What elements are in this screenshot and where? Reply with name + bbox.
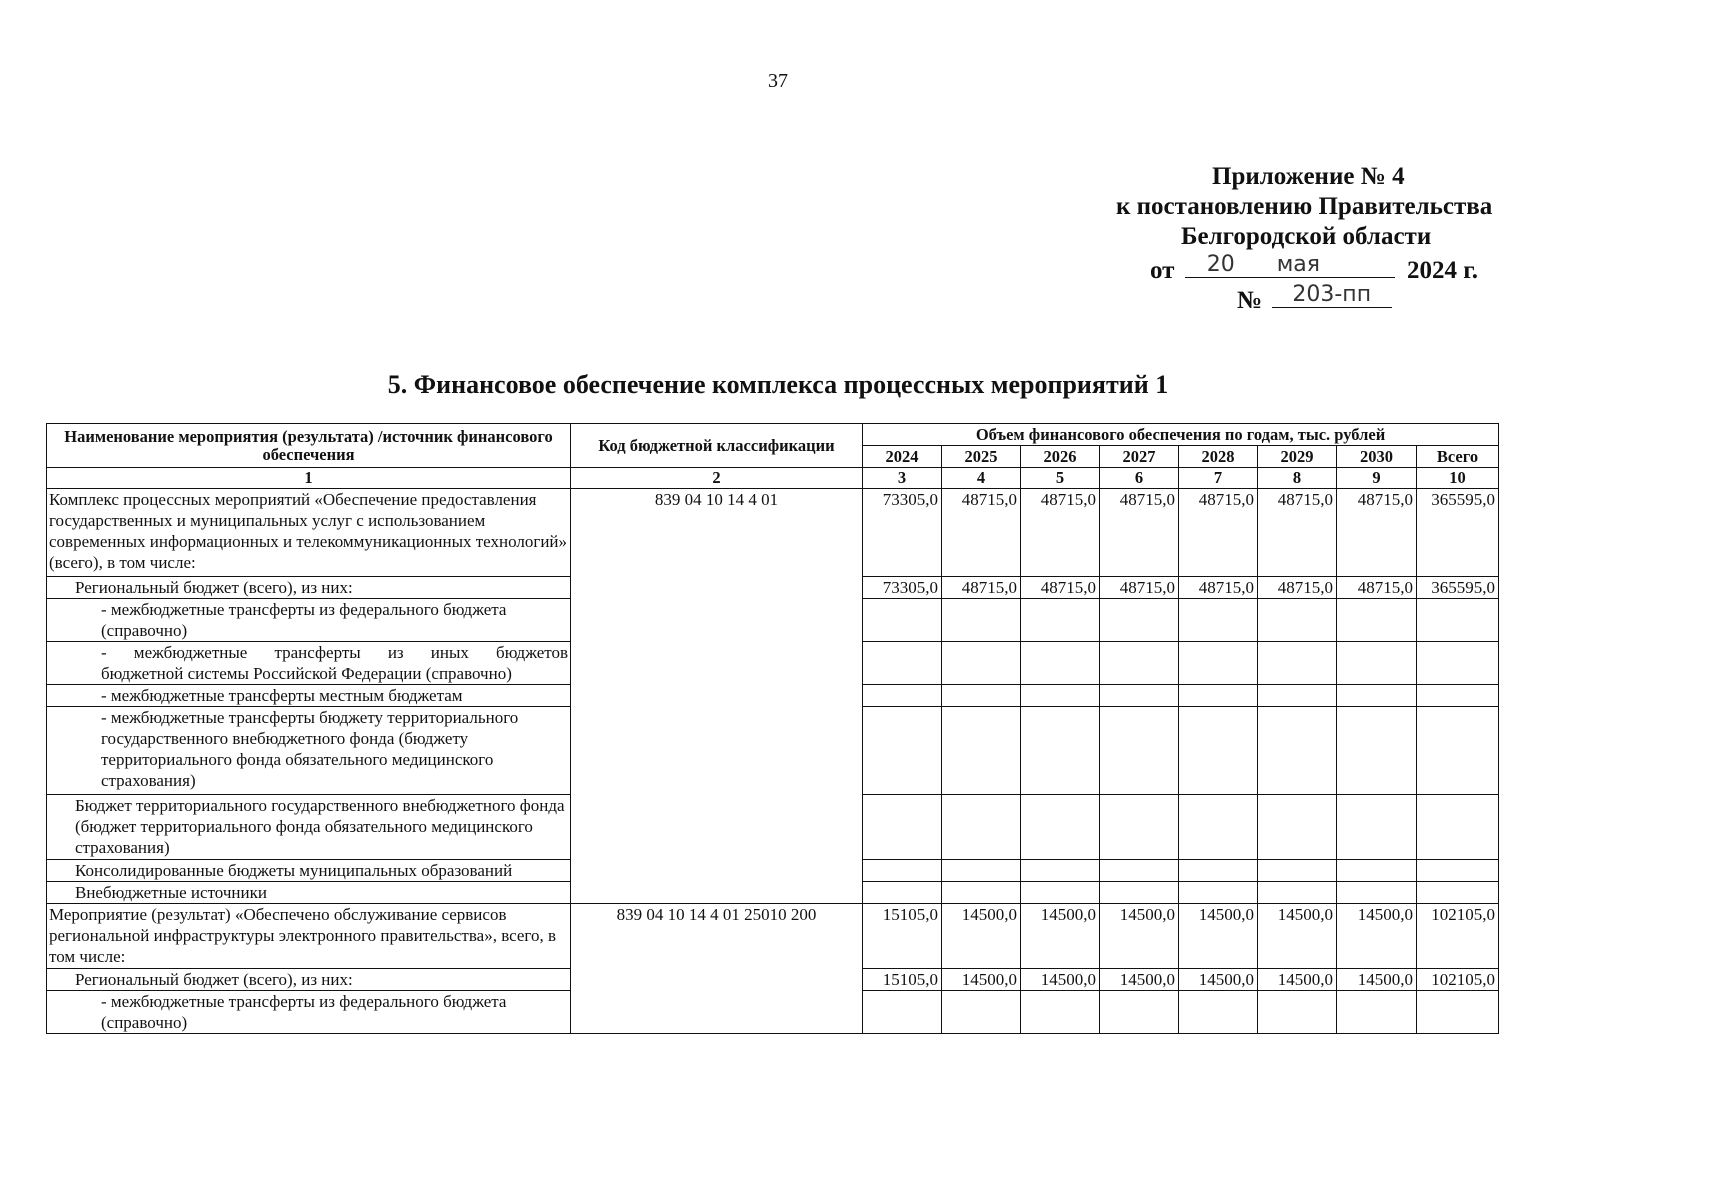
value-cell [1100, 685, 1179, 707]
appendix-line3: Белгородской области [1181, 223, 1432, 250]
value-cell [1258, 860, 1337, 882]
row-name: Комплекс процессных мероприятий «Обеспечение предоставления государственных и муниципальных услуг с использованием современных информационных и телекоммуникационных технологий» (всего), в том числе: [47, 489, 571, 577]
value-cell [1179, 882, 1258, 904]
value-cell [1021, 991, 1100, 1034]
value-cell: 14500,0 [1337, 904, 1417, 969]
value-cell: 48715,0 [1258, 577, 1337, 599]
value-cell [1100, 882, 1179, 904]
row-name: - межбюджетные трансферты бюджету территориального государственного внебюджетного фонда (бюджету территориального фонда обязательного медицинского страхования) [47, 707, 571, 795]
value-cell: 15105,0 [863, 969, 942, 991]
header-year-2025: 2025 [942, 446, 1021, 468]
value-cell [1100, 991, 1179, 1034]
value-cell [1337, 707, 1417, 795]
row-name: - межбюджетные трансферты из федерального бюджета (справочно) [47, 991, 571, 1034]
value-cell [942, 860, 1021, 882]
value-cell [863, 860, 942, 882]
header-name: Наименование мероприятия (результата) /источник финансового обеспечения [47, 424, 571, 468]
value-cell [942, 707, 1021, 795]
value-cell: 15105,0 [863, 904, 942, 969]
value-cell [1337, 991, 1417, 1034]
value-cell: 14500,0 [1258, 904, 1337, 969]
col-number-1: 1 [47, 468, 571, 489]
value-cell: 48715,0 [1021, 489, 1100, 577]
value-cell: 48715,0 [942, 489, 1021, 577]
value-cell: 48715,0 [1100, 577, 1179, 599]
value-cell [1258, 991, 1337, 1034]
total-cell: 102105,0 [1417, 904, 1499, 969]
value-cell [863, 599, 942, 642]
value-cell [863, 882, 942, 904]
value-cell [1179, 795, 1258, 860]
col-number-5: 5 [1021, 468, 1100, 489]
value-cell [1337, 860, 1417, 882]
total-cell [1417, 685, 1499, 707]
date-day: 20 [1206, 252, 1235, 277]
total-cell [1417, 599, 1499, 642]
table-row [47, 904, 1499, 969]
value-cell [942, 991, 1021, 1034]
col-number-9: 9 [1337, 468, 1417, 489]
row-name: Бюджет территориального государственного внебюджетного фонда (бюджет территориального фонда обязательного медицинского страхования) [47, 795, 571, 860]
col-number-3: 3 [863, 468, 942, 489]
date-underline [1185, 253, 1395, 278]
row-name-line2: бюджетной системы Российской Федерации (справочно) [101, 664, 512, 683]
value-cell [1021, 795, 1100, 860]
value-cell [1021, 642, 1100, 685]
value-cell [1179, 685, 1258, 707]
value-cell [1337, 795, 1417, 860]
total-cell [1417, 642, 1499, 685]
budget-code: 839 04 10 14 4 01 25010 200 [571, 904, 863, 1034]
date-month: мая [1276, 252, 1321, 277]
value-cell [1337, 642, 1417, 685]
value-cell: 14500,0 [942, 904, 1021, 969]
row-name: Консолидированные бюджеты муниципальных образований [47, 860, 571, 882]
value-cell: 48715,0 [1179, 489, 1258, 577]
value-cell: 48715,0 [1337, 577, 1417, 599]
value-cell [863, 685, 942, 707]
value-cell: 48715,0 [1337, 489, 1417, 577]
row-name: Региональный бюджет (всего), из них: [47, 969, 571, 991]
value-cell: 48715,0 [1100, 489, 1179, 577]
appendix-title: Приложение № 4 [1212, 163, 1405, 190]
col-number-7: 7 [1179, 468, 1258, 489]
total-cell: 365595,0 [1417, 577, 1499, 599]
section-title: 5. Финансовое обеспечение комплекса процессных мероприятий 1 [387, 370, 1169, 399]
value-cell: 73305,0 [863, 489, 942, 577]
value-cell: 14500,0 [1179, 969, 1258, 991]
header-year-2029: 2029 [1258, 446, 1337, 468]
page-number: 37 [768, 70, 788, 92]
appendix-number [1237, 283, 1392, 315]
value-cell [1258, 882, 1337, 904]
header-year-2030: 2030 [1337, 446, 1417, 468]
value-cell [1021, 599, 1100, 642]
value-cell: 14500,0 [1021, 904, 1100, 969]
total-cell: 102105,0 [1417, 969, 1499, 991]
value-cell [942, 795, 1021, 860]
total-cell [1417, 860, 1499, 882]
value-cell [1337, 882, 1417, 904]
date-year: 2024 г. [1406, 257, 1478, 284]
number-prefix: № [1237, 287, 1263, 314]
value-cell [942, 642, 1021, 685]
value-cell [1021, 882, 1100, 904]
value-cell: 14500,0 [1179, 904, 1258, 969]
financing-table [46, 423, 1499, 1034]
value-cell [1179, 599, 1258, 642]
value-cell [1258, 685, 1337, 707]
value-cell [1258, 599, 1337, 642]
value-cell [1179, 860, 1258, 882]
col-number-4: 4 [942, 468, 1021, 489]
number-underline [1272, 283, 1392, 308]
value-cell [1337, 685, 1417, 707]
table-row [47, 489, 1499, 577]
total-cell [1417, 707, 1499, 795]
value-cell [1100, 795, 1179, 860]
value-cell: 14500,0 [1337, 969, 1417, 991]
col-number-10: 10 [1417, 468, 1499, 489]
value-cell: 48715,0 [942, 577, 1021, 599]
col-number-2: 2 [571, 468, 863, 489]
appendix-line2: к постановлению Правительства [1116, 193, 1493, 220]
row-name: Внебюджетные источники [47, 882, 571, 904]
row-name: Региональный бюджет (всего), из них: [47, 577, 571, 599]
value-cell [942, 599, 1021, 642]
value-cell [1100, 707, 1179, 795]
value-cell: 14500,0 [1100, 969, 1179, 991]
header-code: Код бюджетной классификации [571, 424, 863, 468]
value-cell: 14500,0 [942, 969, 1021, 991]
total-cell [1417, 882, 1499, 904]
row-name-line1: - межбюджетные трансферты из иных бюджетов [101, 643, 568, 662]
col-number-6: 6 [1100, 468, 1179, 489]
header-volume: Объем финансового обеспечения по годам, тыс. рублей [863, 424, 1499, 446]
total-cell: 365595,0 [1417, 489, 1499, 577]
row-name: - межбюджетные трансферты местным бюджетам [47, 685, 571, 707]
value-cell [863, 707, 942, 795]
value-cell [1021, 685, 1100, 707]
header-year-2027: 2027 [1100, 446, 1179, 468]
budget-code: 839 04 10 14 4 01 [571, 489, 863, 904]
header-year-2026: 2026 [1021, 446, 1100, 468]
value-cell: 14500,0 [1100, 904, 1179, 969]
col-number-8: 8 [1258, 468, 1337, 489]
header-year-2024: 2024 [863, 446, 942, 468]
date-prefix: от [1150, 257, 1175, 284]
value-cell [1100, 599, 1179, 642]
value-cell [1021, 707, 1100, 795]
value-cell: 48715,0 [1179, 577, 1258, 599]
value-cell [1179, 991, 1258, 1034]
value-cell [1021, 860, 1100, 882]
header-total: Всего [1417, 446, 1499, 468]
value-cell [1179, 707, 1258, 795]
value-cell [863, 795, 942, 860]
row-name: Мероприятие (результат) «Обеспечено обслуживание сервисов региональной инфраструктуры электронного правительства», всего, в том числе: [47, 904, 571, 969]
value-cell [1100, 860, 1179, 882]
total-cell [1417, 795, 1499, 860]
value-cell [1179, 642, 1258, 685]
value-cell: 73305,0 [863, 577, 942, 599]
value-cell [1100, 642, 1179, 685]
value-cell [1258, 795, 1337, 860]
value-cell [1258, 642, 1337, 685]
value-cell: 48715,0 [1021, 577, 1100, 599]
value-cell: 14500,0 [1021, 969, 1100, 991]
value-cell [863, 991, 942, 1034]
row-name: - межбюджетные трансферты из федерального бюджета (справочно) [47, 599, 571, 642]
value-cell [863, 642, 942, 685]
number-value: 203-пп [1292, 282, 1372, 307]
total-cell [1417, 991, 1499, 1034]
value-cell: 48715,0 [1258, 489, 1337, 577]
row-name [47, 642, 571, 685]
value-cell [1337, 599, 1417, 642]
header-year-2028: 2028 [1179, 446, 1258, 468]
value-cell [942, 685, 1021, 707]
value-cell: 14500,0 [1258, 969, 1337, 991]
value-cell [942, 882, 1021, 904]
value-cell [1258, 707, 1337, 795]
